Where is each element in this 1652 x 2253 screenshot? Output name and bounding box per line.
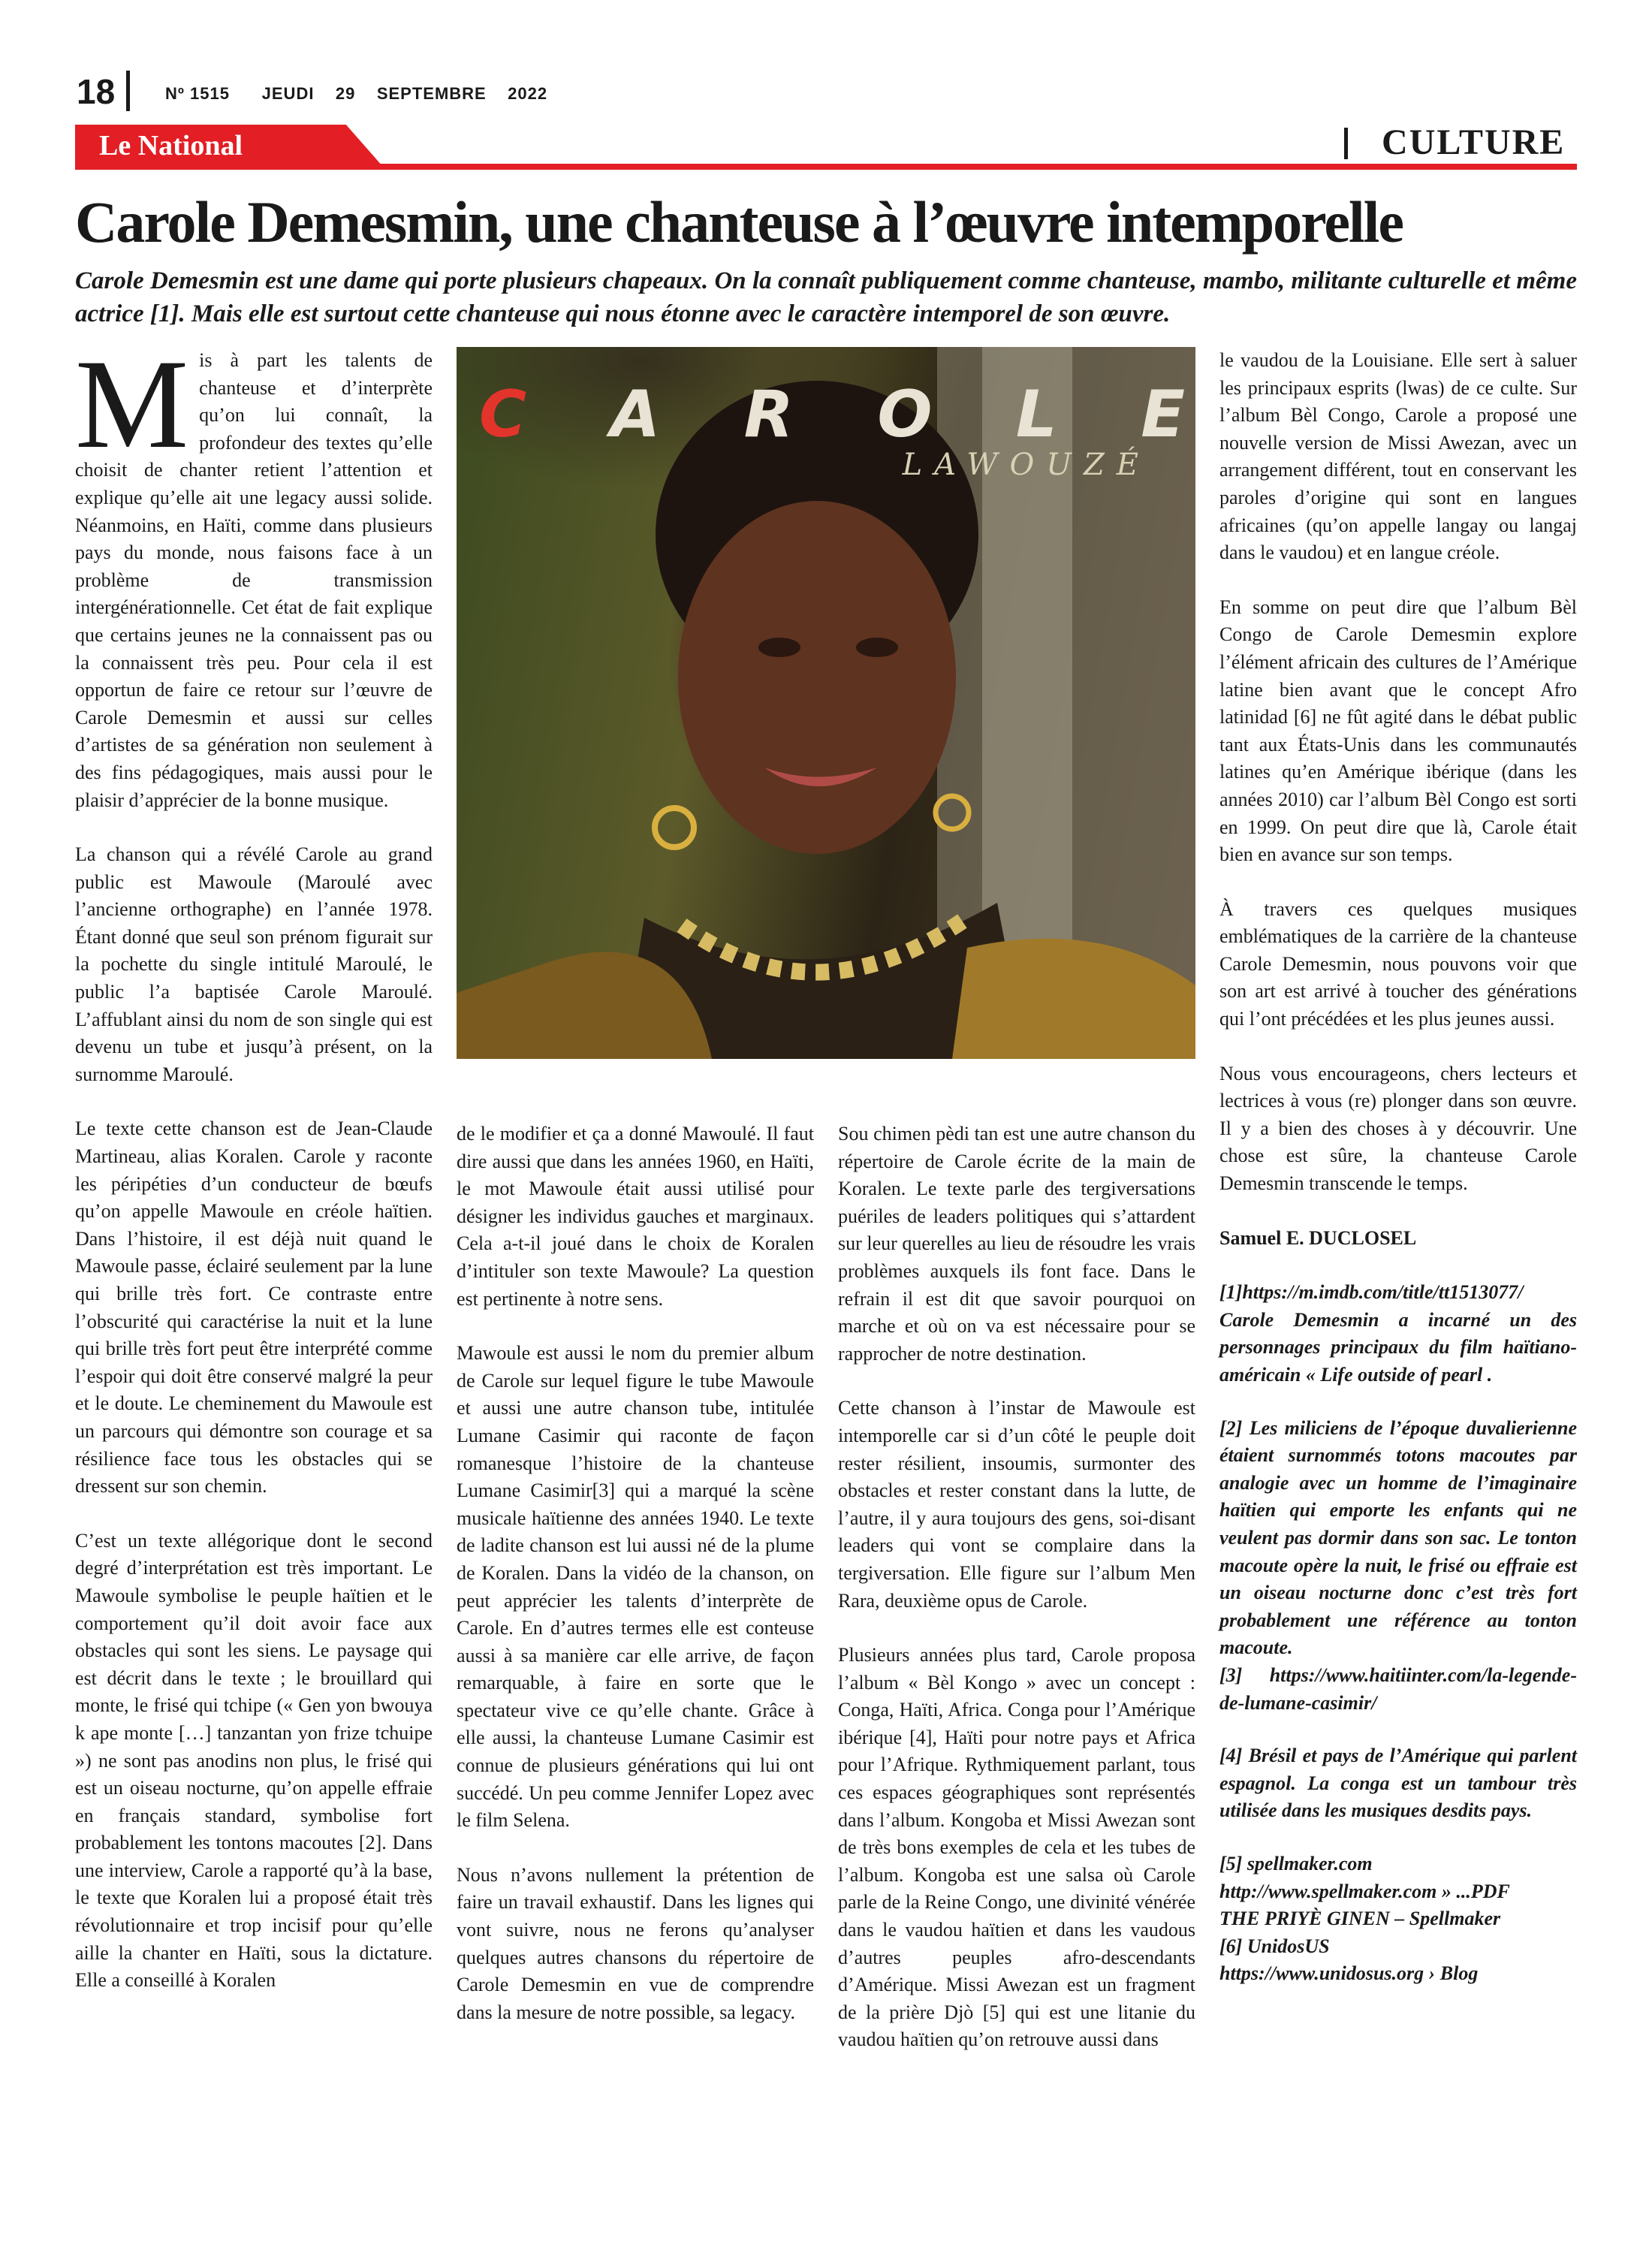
page-number: 18 [77,72,116,111]
footnote-2: [2] Les miliciens de l’époque duvalierienne étaient surnommés totons macoutes par analogie avec un homme de l’imaginaire haïtien qui emporte les enfants qui ne veulent pas dormir dans son sac. Le tonton macoute opère la nuit, le frisé ou effraie est un oiseau nocturne donc c’est très fort probablement une référence au tonton macoute. [1219,1416,1577,1659]
section-label: CULTURE [1382,122,1566,162]
paragraph-4: C’est un texte allégorique dont le second degré d’interprétation est très important. Le Mawoule symbolise le peuple haïtien et le comportement qu’il doit avoir face aux obstacles qui sont les siens. Le paysage qui est décrit dans le texte ; le brouillard qui monte, le frisé qui tchipe (« Gen yon bwouya k ape monte […] tanzantan yon frize tchuipe ») ne sont pas anodins non plus, le frisé qui est un oiseau nocturne, qu’on appelle effraie en français standard, symbolise fort probablement les tontons macoutes [2]. Dans une interview, Carole a rapporté qu’à la base, le texte que Koralen lui a proposé était très révolutionnaire et trop incisif pour qu’elle aille la chanter en Haïti, sous la dictature. Elle a conseillé à Koralen [75,1529,433,1992]
footnote-5-line-1: [5] spellmaker.com [1219,1852,1373,1874]
cover-title: C A R O L E [479,377,1185,452]
author-signature: Samuel E. DUCLOSEL [1219,1226,1417,1249]
paragraph-7: Nous n’avons nullement la prétention de faire un travail exhaustif. Dans les lignes qui vont suivre, nous ne ferons qu’analyser quelques autres chansons du répertoire de Carole Demesmin en vue de comprendre dans la mesure de notre possible, sa legacy. [457,1863,814,2023]
column-2 [457,1120,814,2053]
paragraph-6: Mawoule est aussi le nom du premier album de Carole sur lequel figure le tube Mawoule et aussi une autre chanson tube, intitulée Lumane Casimir qui raconte de façon romanesque l’histoire de la chanteuse Lumane Casimir[3] qui a marqué la scène musicale haïtienne des années 1940. Le texte de ladite chanson est lui aussi né de la plume de Koralen. Dans la vidéo de la chanson, on peut apprécier les talents d’interprète de Carole. En d’autres termes elle est conteuse aussi à sa manière car elle arrive, de façon remarquable, à faire en sorte que le spectateur vive ce qu’elle chante. Grâce à elle aussi, la chanteuse Lumane Casimir est connue de plusieurs générations qui lui ont succédé. Un peu comme Jennifer Lopez avec le film Selena. [457,1342,814,1832]
footnote-3: [3] https://www.haitiinter.com/la-legende-de-lumane-casimir/ [1219,1663,1577,1714]
cover-subtitle: LAWOUZÉ [902,448,1150,482]
column-1 [75,333,433,2022]
paragraph-14: Nous vous encourageons, chers lecteurs et lectrices à vous (re) plonger dans son œuvre. Il y a bien des choses à y découvrir. Une chose est sûre, la chanteuse Carole Demesmin transcende le temps. [1219,1062,1577,1195]
brand-logo: Le National [99,130,243,161]
article-lede: Carole Demesmin est une dame qui porte plusieurs chapeaux. On la connaît publiquement comme chanteuse, mambo, militante culturelle et même actrice [1]. Mais elle est surtout cette chanteuse qui nous étonne avec le caractère intemporel de son œuvre. [75,267,1577,327]
header-rule [75,164,1577,170]
drop-cap: M [75,333,189,475]
footnote-6-line-2: https://www.unidosus.org › Blog [1219,1962,1479,1985]
column-4 [1219,347,1577,1988]
footnotes [1219,1279,1577,1988]
section-divider [1344,128,1348,159]
footnote-4: [4] Brésil et pays de l’Amérique qui parlent espagnol. La conga est un tambour très utilisée dans les musiques desdits pays. [1219,1745,1577,1822]
footnote-5-line-2: http://www.spellmaker.com » ...PDF [1219,1880,1510,1902]
footnote-6-line-1: [6] UnidosUS [1219,1935,1330,1957]
column-3 [838,1120,1195,2081]
paragraph-9: Cette chanson à l’instar de Mawoule est intemporelle car si d’un côté le peuple doit rester résilient, insoumis, surmonter des obstacles et rester constant dans la lutte, de l’autre, il y aura toujours des gens, soi-disant leaders qui vont se complaire dans la tergiversation. Elle figure sur l’album Men Rara, deuxième opus de Carole. [838,1397,1195,1612]
paragraph-13: À travers ces quelques musiques emblématiques de la carrière de la chanteuse Carole Demesmin, nous pouvons voir que son art est arrivé à toucher des générations qui l’ont précédées et les plus jeunes aussi. [1219,897,1577,1030]
footnote-5-line-3: THE PRIYÈ GINEN – Spellmaker [1219,1908,1501,1930]
paragraph-10: Plusieurs années plus tard, Carole proposa l’album « Bèl Kongo » avec un concept : Conga, Haïti, Africa. Conga pour l’Amérique ibérique [4], Haïti pour notre pays et Africa pour l’Afrique. Rythmiquement parlant, tous ces espaces géographiques sont représentés dans l’album. Kongoba et Missi Awezan sont de très bons exemples de cela et les tubes de l’album. Kongoba est une salsa où Carole parle de la Reine Congo, une divinité vénérée dans le vaudou haïtien et dans les vaudous d’autres peuples afro-descendants d’Amérique. Missi Awezan est un fragment de la prière Djò [5] qui est une litanie du vaudou haïtien qu’on retrouve aussi dans [838,1644,1195,2051]
footnote-1: [1]https://m.imdb.com/title/tt1513077/ Carole Demesmin a incarné un des personnages principaux du film haïtiano-américain « Life outside of pearl . [1219,1281,1577,1386]
header-divider [126,71,130,111]
issue-info: Nº 1515 JEUDI 29 SEPTEMBRE 2022 [165,84,548,103]
paragraph-11: le vaudou de la Louisiane. Elle sert à saluer les principaux esprits (lwas) de ce culte. Sur l’album Bèl Congo, Carole a proposé une nouvelle version de Missi Awezan, avec un arrangement différent, tout en conservant les paroles d’origine qui sont en langues africaines (qu’on appelle langay ou langaj dans le vaudou) et en langue créole. [1219,349,1577,564]
paragraph-12: En somme on peut dire que l’album Bèl Congo de Carole Demesmin explore l’élément africain des cultures de l’Amérique latine bien avant que le concept Afro latinidad [6] ne fût agité dans le débat public tant aux États-Unis dans les communautés latines qu’en Amérique ibérique (dans les années 2010) car l’album Bèl Congo est sorti en 1999. On peut dire que là, Carole était bien en avance sur son temps. [1219,596,1577,866]
album-cover-image [457,347,1195,1059]
article-title: Carole Demesmin, une chanteuse à l’œuvre intemporelle [75,189,1403,255]
paragraph-3: Le texte cette chanson est de Jean-Claude Martineau, alias Koralen. Carole y raconte les péripéties d’un conducteur de bœufs qu’on appelle Mawoule en créole haïtien. Dans l’histoire, il est déjà nuit quand le Mawoule passe, éclairé seulement par la lune qui brille très fort. Ce contraste entre l’obscurité qui caractérise la nuit et la lune qui brille très fort peut être interprété comme l’espoir qui doit être conservé malgré la peur et le doute. Le cheminement du Mawoule est un parcours qui démontre son courage et sa résilience face tous les obstacles qui se dressent sur son chemin. [75,1117,433,1497]
paragraph-8: Sou chimen pèdi tan est une autre chanson du répertoire de Carole écrite de la main de Koralen. Le texte parle des tergiversations puériles de leaders politiques qui s’attardent sur leur querelles au lieu de résoudre les vrais problèmes auxquels ils font face. Dans le refrain il est dit que savoir pourquoi on marche et où on va est nécessaire pour se rapprocher de notre destination. [838,1123,1195,1365]
paragraph-5: de le modifier et ça a donné Mawoulé. Il faut dire aussi que dans les années 1960, en Haïti, le mot Mawoule était aussi utilisé pour désigner les individus gauches et marginaux. Cela a-t-il joué dans le choix de Koralen d’intituler son texte Mawoule? La question est pertinente à notre sens. [457,1123,814,1310]
paragraph-2: La chanson qui a révélé Carole au grand public est Mawoule (Maroulé avec l’ancienne orthographe) en l’année 1978. Étant donné que seul son prénom figurait sur la pochette du single intitulé Maroulé, le public l’a baptisée Carole Maroulé. L’affublant ainsi du nom de son single qui est devenu un tube et jusqu’à présent, on la surnomme Maroulé. [75,843,433,1085]
paragraph-1: Mis à part les talents de chanteuse et d’interprète qu’on lui connaît, la profondeur des textes qu’elle choisit de chanter retient l’attention et explique qu’elle ait une legacy aussi solide. Néanmoins, en Haïti, comme dans plusieurs pays du monde, nous faisons face à un problème de transmission intergénérationnelle. Cet état de fait explique que certains jeunes ne la connaissent pas ou la connaissent très peu. Pour cela il est opportun de faire ce retour sur l’œuvre de Carole Demesmin et aussi sur celles d’artistes de sa génération non seulement à des fins pédagogiques, mais aussi pour le plaisir d’apprécier de la bonne musique. [75,333,433,811]
